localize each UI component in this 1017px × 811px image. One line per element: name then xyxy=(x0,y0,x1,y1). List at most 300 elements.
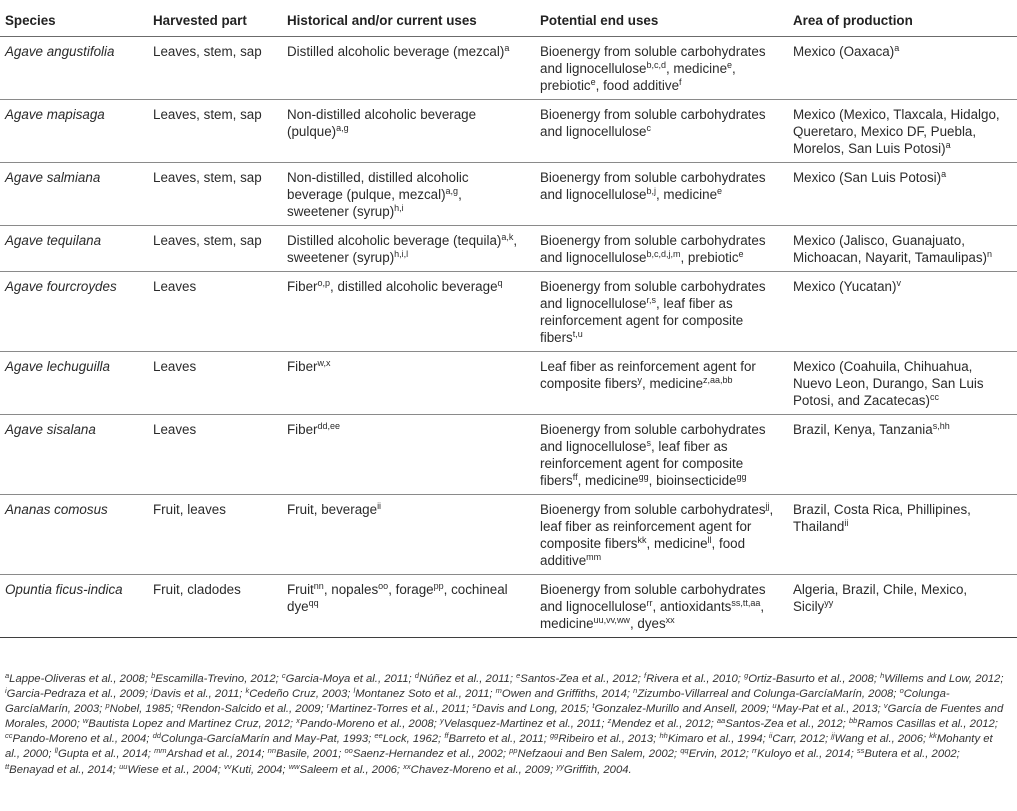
footnote-citation: Escamilla-Trevino, 2012; xyxy=(155,673,282,685)
cell-text: , food additive xyxy=(540,536,746,568)
superscript-reference: c xyxy=(646,123,651,133)
footnote-citation: Saenz-Hernandez et al., 2002; xyxy=(352,748,510,761)
superscript-reference: y xyxy=(637,375,642,385)
cell-potential-end-uses xyxy=(535,163,788,226)
footnote-item xyxy=(288,761,404,776)
cell-text: Bioenergy from soluble carbohydrates xyxy=(540,502,766,517)
footnote-citation: Griffith, 2004. xyxy=(563,763,632,776)
superscript-reference: b,c,d xyxy=(646,60,666,70)
footnote-item xyxy=(880,673,1003,685)
footnote-key: ww xyxy=(288,761,300,771)
cell-historical-uses xyxy=(282,37,535,100)
superscript-reference: q xyxy=(497,278,503,288)
cell-text: , dyes xyxy=(629,616,666,631)
cell-potential-end-uses xyxy=(535,37,788,100)
footnote-citation: Basile, 2001; xyxy=(276,748,345,761)
superscript-reference: a,g xyxy=(445,186,459,196)
footnote-item xyxy=(516,671,647,685)
superscript-reference: o,p xyxy=(317,278,331,288)
cell-text: , distilled alcoholic beverage xyxy=(330,279,498,294)
footnote-key: v xyxy=(883,701,888,711)
cell-text: Fiber xyxy=(287,422,318,437)
footnote-item xyxy=(592,703,772,715)
footnote-citation: Saleem et al., 2006; xyxy=(299,763,404,776)
footnote-key: xx xyxy=(403,761,411,771)
footnote-citation: Willems and Low, 2012; xyxy=(884,673,1004,685)
superscript-reference: a,k xyxy=(501,232,514,242)
footnote-key: e xyxy=(516,671,521,680)
superscript-reference: ii xyxy=(377,501,382,511)
superscript-reference: uu,vv,ww xyxy=(593,615,630,625)
footnote-key: h xyxy=(880,671,885,680)
superscript-reference: z,aa,bb xyxy=(703,375,733,385)
cell-text: , leaf fiber as reinforcement agent for composite fibers xyxy=(540,502,774,551)
cell-text: Bioenergy from soluble carbohydrates and lignocellulose xyxy=(540,422,766,454)
superscript-reference: gg xyxy=(736,472,747,482)
footnote-citation: Garcia-Moya et al., 2011; xyxy=(285,673,415,685)
cell-area-of-production xyxy=(788,226,1017,272)
superscript-reference: dd,ee xyxy=(317,421,341,431)
footnote-item xyxy=(769,733,831,745)
cell-text: , sweetener (syrup) xyxy=(287,233,518,265)
table-row xyxy=(0,352,1017,415)
cell-historical-uses xyxy=(282,415,535,495)
footnote-item xyxy=(403,761,557,776)
footnote-key: z xyxy=(607,716,612,726)
superscript-reference: w,x xyxy=(317,358,331,368)
footnote-key: dd xyxy=(152,731,161,741)
superscript-reference: e xyxy=(738,249,744,259)
footnote-item xyxy=(772,703,884,715)
footnote-item xyxy=(83,718,296,730)
superscript-reference: ff xyxy=(572,472,578,482)
cell-text: , prebiotic xyxy=(540,61,736,93)
footnote-key: b xyxy=(151,671,156,680)
superscript-reference: e xyxy=(590,77,596,87)
footnote-citation: Kimaro et al., 1994; xyxy=(667,733,769,746)
footnote-key: oo xyxy=(344,746,353,756)
footnote-citation: Nefzaoui and Ben Salem, 2002; xyxy=(517,748,681,761)
superscript-reference: b,j xyxy=(646,186,656,196)
footnote-citation: Martinez-Torres et al., 2011; xyxy=(329,703,473,716)
footnote-item xyxy=(55,748,154,760)
footnote-item xyxy=(327,703,473,715)
cell-species: Agave angustifolia xyxy=(0,37,148,100)
superscript-reference: a xyxy=(945,140,951,150)
cell-historical-uses xyxy=(282,100,535,163)
superscript-reference: mm xyxy=(586,552,602,562)
header-historical-uses: Historical and/or current uses xyxy=(282,0,535,37)
footnote-item xyxy=(374,733,444,745)
superscript-reference: ss,tt,aa xyxy=(731,598,761,608)
superscript-reference: yy xyxy=(824,598,834,608)
footnote-key: y xyxy=(439,716,444,726)
superscript-reference: cc xyxy=(929,392,939,402)
cell-text: Non-distilled alcoholic beverage (pulque) xyxy=(287,107,477,139)
cell-text: Bioenergy from soluble carbohydrates and lignocellulose xyxy=(540,233,766,265)
footnote-key: hh xyxy=(659,731,668,741)
footnote-item xyxy=(5,761,120,776)
footnote-key: s xyxy=(472,701,477,711)
footnote-citation: Velasquez-Martinez et al., 2011; xyxy=(443,718,608,731)
footnote-key: pp xyxy=(509,746,518,756)
cell-area-of-production xyxy=(788,415,1017,495)
footnote-item xyxy=(354,688,496,700)
footnote-key: bb xyxy=(848,716,858,726)
table-row xyxy=(0,37,1017,100)
footnote-key: aa xyxy=(716,716,726,726)
table-row xyxy=(0,575,1017,638)
footnote-key: d xyxy=(414,671,419,680)
superscript-reference: a xyxy=(504,43,510,53)
footnote-citation: Ramos Casillas et al., 2012; xyxy=(857,718,998,731)
footnote-item xyxy=(849,718,998,730)
footnote-item xyxy=(644,673,744,685)
footnote-key: u xyxy=(772,701,777,711)
cell-area-of-production xyxy=(788,575,1017,638)
footnote-key: f xyxy=(644,671,647,680)
footnote-key: qq xyxy=(680,746,689,756)
footnote-key: a xyxy=(5,671,10,680)
cell-potential-end-uses xyxy=(535,100,788,163)
superscript-reference: xx xyxy=(665,615,675,625)
footnote-item xyxy=(177,703,327,715)
cell-historical-uses xyxy=(282,575,535,638)
cell-text: , medicine xyxy=(540,599,765,631)
cell-text: , leaf fiber as reinforcement agent for composite fibers xyxy=(540,439,744,488)
cell-harvested-part: Fruit, leaves xyxy=(148,495,282,575)
footnote-citation: Bautista Lopez and Martinez Cruz, 2012; xyxy=(88,718,297,731)
superscript-reference: pp xyxy=(433,581,444,591)
footnote-item xyxy=(151,688,245,700)
cell-text: Mexico (Coahuila, Chihuahua, Nuevo Leon, Durango, San Luis Potosi, and Zacatecas) xyxy=(793,359,984,408)
cell-species: Agave sisalana xyxy=(0,415,148,495)
cell-text: , medicine xyxy=(655,187,718,202)
cell-species: Ananas comosus xyxy=(0,495,148,575)
cell-species: Agave fourcroydes xyxy=(0,272,148,352)
cell-harvested-part: Leaves xyxy=(148,272,282,352)
table-row xyxy=(0,163,1017,226)
cell-text: Bioenergy from soluble carbohydrates and lignocellulose xyxy=(540,107,766,139)
cell-text: , medicine xyxy=(642,376,704,391)
cell-potential-end-uses xyxy=(535,575,788,638)
footnote-key: k xyxy=(245,686,250,696)
table-row xyxy=(0,100,1017,163)
superscript-reference: e xyxy=(717,186,723,196)
cell-text: Fiber xyxy=(287,279,318,294)
footnote-key: ll xyxy=(54,746,58,756)
cell-text: Non-distilled, distilled alcoholic beverage (pulque, mezcal) xyxy=(287,170,469,202)
table-row xyxy=(0,415,1017,495)
footnote-key: p xyxy=(105,701,110,711)
footnote-key: uu xyxy=(119,761,128,771)
footnote-key: r xyxy=(326,701,330,711)
cell-text: Brazil, Kenya, Tanzania xyxy=(793,422,933,437)
cell-text: Fiber xyxy=(287,359,318,374)
cell-potential-end-uses xyxy=(535,272,788,352)
cell-text: , medicine xyxy=(577,473,639,488)
footnote-citation: Owen and Griffiths, 2014; xyxy=(501,688,634,701)
cell-text: Algeria, Brazil, Chile, Mexico, Sicily xyxy=(793,582,968,614)
superscript-reference: qq xyxy=(308,598,319,608)
footnote-key: o xyxy=(899,686,904,696)
cell-harvested-part: Leaves, stem, sap xyxy=(148,100,282,163)
footnote-citation: Mendez et al., 2012; xyxy=(611,718,717,731)
footnote-citation: Ribeiro et al., 2013; xyxy=(558,733,660,746)
cell-potential-end-uses xyxy=(535,352,788,415)
footnote-citation: Colunga-GarcíaMarín and May-Pat, 1993; xyxy=(160,733,375,746)
footnote-citation: Lappe-Oliveras et al., 2008; xyxy=(9,673,152,685)
cell-text: , food additive xyxy=(595,78,680,93)
footnote-key: nn xyxy=(267,746,277,756)
cell-text: Mexico (San Luis Potosi) xyxy=(793,170,942,185)
cell-potential-end-uses xyxy=(535,415,788,495)
footnote-key: yy xyxy=(556,761,564,771)
table-row xyxy=(0,272,1017,352)
footnote-key: i xyxy=(5,686,7,696)
cell-harvested-part: Fruit, cladodes xyxy=(148,575,282,638)
cell-historical-uses xyxy=(282,495,535,575)
footnote-key: vv xyxy=(224,761,232,771)
superscript-reference: oo xyxy=(378,581,389,591)
cell-text: Distilled alcoholic beverage (tequila) xyxy=(287,233,502,248)
footnote-item xyxy=(659,733,768,745)
footnote-citation: Chavez-Moreno et al., 2009; xyxy=(410,763,557,776)
footnote-item xyxy=(717,718,849,730)
cell-text: , sweetener (syrup) xyxy=(287,187,462,219)
table-header-row xyxy=(0,0,1017,37)
table-row xyxy=(0,226,1017,272)
footnote-citation: García de Fuentes and Morales, 2000; xyxy=(5,703,1004,731)
superscript-reference: a xyxy=(941,169,947,179)
cell-text: , antioxidants xyxy=(652,599,732,614)
footnote-citation: Garcia-Pedraza et al., 2009; xyxy=(6,688,152,701)
cell-historical-uses xyxy=(282,226,535,272)
footnote-item xyxy=(608,718,717,730)
footnote-key: rr xyxy=(752,746,757,756)
footnote-key: j xyxy=(151,686,153,696)
cell-text: Bioenergy from soluble carbohydrates and lignocellulose xyxy=(540,279,766,311)
cell-text: Mexico (Yucatan) xyxy=(793,279,897,294)
footnote-item xyxy=(556,761,632,776)
footnote-citation: Benayad et al., 2014; xyxy=(9,763,120,776)
superscript-reference: r,s xyxy=(646,295,656,305)
cell-text: Fruit xyxy=(287,582,314,597)
table-footnotes xyxy=(5,672,1010,778)
cell-text: , leaf fiber as reinforcement agent for composite fibers xyxy=(540,296,744,345)
footnote-key: kk xyxy=(929,731,937,741)
footnote-item xyxy=(151,673,282,685)
cell-harvested-part: Leaves, stem, sap xyxy=(148,37,282,100)
footnote-citation: Wang et al., 2006; xyxy=(834,733,930,746)
superscript-reference: rr xyxy=(646,598,653,608)
superscript-reference: gg xyxy=(638,472,649,482)
footnote-item xyxy=(472,701,595,716)
cell-text: Brazil, Costa Rica, Phillipines, Thailand xyxy=(793,502,971,534)
footnote-item xyxy=(105,703,176,715)
footnote-citation: Mohanty et al., 2000; xyxy=(5,733,993,761)
footnote-citation: Davis and Long, 2015; xyxy=(476,703,593,716)
footnote-item xyxy=(496,688,634,700)
cell-species: Agave mapisaga xyxy=(0,100,148,163)
footnote-item xyxy=(752,748,857,760)
footnote-key: q xyxy=(176,701,182,711)
cell-text: Bioenergy from soluble carbohydrates and lignocellulose xyxy=(540,44,766,76)
footnote-citation: Kuloyo et al., 2014; xyxy=(757,748,857,761)
footnote-citation: Arshad et al., 2014; xyxy=(166,748,268,761)
cell-area-of-production xyxy=(788,37,1017,100)
header-species: Species xyxy=(0,0,148,37)
footnote-citation: Pando-Moreno et al., 2008; xyxy=(299,718,440,731)
cell-text: Bioenergy from soluble carbohydrates and lignocellulose xyxy=(540,582,766,614)
footnote-item xyxy=(344,748,509,760)
cell-text: Fruit, beverage xyxy=(287,502,378,517)
footnote-citation: Núñez et al., 2011; xyxy=(418,673,517,685)
footnote-item xyxy=(415,673,516,685)
footnote-item xyxy=(5,733,153,745)
cell-text: Leaf fiber as reinforcement agent for composite fibers xyxy=(540,359,756,391)
superscript-reference: ii xyxy=(844,518,849,528)
cell-harvested-part: Leaves xyxy=(148,415,282,495)
cell-text: Distilled alcoholic beverage (mezcal) xyxy=(287,44,505,59)
footnote-citation: Santos-Zea et al., 2012; xyxy=(725,718,849,731)
footnote-key: l xyxy=(353,686,356,696)
footnote-item xyxy=(153,733,375,745)
footnote-key: t xyxy=(592,701,595,711)
superscript-reference: a xyxy=(894,43,900,53)
footnote-item xyxy=(268,748,345,760)
footnote-key: x xyxy=(296,716,300,726)
footnote-key: g xyxy=(744,671,749,680)
footnote-key: c xyxy=(281,671,286,680)
footnote-key: mm xyxy=(154,746,167,756)
superscript-reference: s,hh xyxy=(932,421,950,431)
footnote-item xyxy=(440,718,608,730)
footnote-key: ee xyxy=(374,731,383,741)
footnote-citation: Colunga-GarcíaMarín, 2003; xyxy=(5,688,950,716)
footnote-citation: Montanez Soto et al., 2011; xyxy=(355,688,496,701)
table-row xyxy=(0,495,1017,575)
cell-historical-uses xyxy=(282,163,535,226)
cell-text: , bioinsecticide xyxy=(648,473,737,488)
footnote-key: ff xyxy=(444,731,449,741)
footnote-citation: Santos-Zea et al., 2012; xyxy=(520,673,644,685)
superscript-reference: h,i,l xyxy=(394,249,409,259)
footnote-citation: Wiese et al., 2004; xyxy=(127,763,225,776)
table-body xyxy=(0,37,1017,638)
footnote-key: ii xyxy=(768,731,773,741)
footnote-item xyxy=(5,673,151,685)
cell-species: Opuntia ficus-indica xyxy=(0,575,148,638)
footnote-item xyxy=(246,688,354,700)
cell-area-of-production xyxy=(788,352,1017,415)
footnote-item xyxy=(119,761,225,776)
footnote-citation: Gonzalez-Murillo and Ansell, 2009; xyxy=(594,703,773,716)
footnote-item xyxy=(296,718,440,730)
footnote-item xyxy=(550,733,659,745)
cell-harvested-part: Leaves, stem, sap xyxy=(148,163,282,226)
footnote-citation: Ervin, 2012; xyxy=(688,748,752,761)
cell-area-of-production xyxy=(788,100,1017,163)
cell-text: , nopales xyxy=(323,582,379,597)
footnote-key: tt xyxy=(5,761,10,771)
cell-text: , cochineal dye xyxy=(287,582,508,614)
footnote-key: w xyxy=(82,716,89,726)
footnote-citation: May-Pat et al., 2013; xyxy=(776,703,884,716)
cell-species: Agave salmiana xyxy=(0,163,148,226)
footnote-citation: Nobel, 1985; xyxy=(109,703,177,716)
footnote-citation: Gupta et al., 2014; xyxy=(57,748,155,761)
superscript-reference: t,u xyxy=(572,329,583,339)
footnote-citation: Rendon-Salcido et al., 2009; xyxy=(181,703,327,716)
superscript-reference: a,g xyxy=(336,123,349,133)
footnote-citation: Barreto et al., 2011; xyxy=(448,733,551,746)
superscript-reference: v xyxy=(896,278,901,288)
cell-area-of-production xyxy=(788,495,1017,575)
superscript-reference: n xyxy=(987,249,993,259)
cell-harvested-part: Leaves, stem, sap xyxy=(148,226,282,272)
superscript-reference: h,i xyxy=(394,203,404,213)
footnote-item xyxy=(633,688,899,700)
superscript-reference: kk xyxy=(637,535,647,545)
cell-potential-end-uses xyxy=(535,495,788,575)
cell-text: , prebiotic xyxy=(680,250,739,265)
header-harvested-part: Harvested part xyxy=(148,0,282,37)
footnote-citation: Cedeño Cruz, 2003; xyxy=(249,688,354,701)
footnote-item xyxy=(744,673,880,685)
cell-area-of-production xyxy=(788,163,1017,226)
footnote-item xyxy=(509,748,680,760)
cell-text: , forage xyxy=(388,582,434,597)
cell-text: Bioenergy from soluble carbohydrates and lignocellulose xyxy=(540,170,766,202)
footnote-citation: Pando-Moreno et al., 2004; xyxy=(12,733,153,746)
footnote-key: cc xyxy=(5,731,13,741)
footnote-key: m xyxy=(495,686,502,696)
footnote-citation: Kuti, 2004; xyxy=(231,763,289,776)
superscript-reference: b,c,d,j,m xyxy=(646,249,681,259)
footnote-citation: Lock, 1962; xyxy=(382,733,445,746)
footnote-key: jj xyxy=(831,731,835,741)
footnote-citation: Butera et al., 2002; xyxy=(864,748,960,761)
footnote-item xyxy=(857,748,960,760)
footnote-item xyxy=(444,733,550,745)
footnote-item xyxy=(282,673,415,685)
footnote-key: ss xyxy=(856,746,865,756)
cell-species: Agave lechuguilla xyxy=(0,352,148,415)
cell-historical-uses xyxy=(282,352,535,415)
cell-species: Agave tequilana xyxy=(0,226,148,272)
cell-historical-uses xyxy=(282,272,535,352)
cell-harvested-part: Leaves xyxy=(148,352,282,415)
cell-text: , medicine xyxy=(646,536,708,551)
superscript-reference: s xyxy=(646,438,651,448)
cell-area-of-production xyxy=(788,272,1017,352)
superscript-reference: jj xyxy=(765,501,770,511)
superscript-reference: e xyxy=(727,60,733,70)
superscript-reference: f xyxy=(679,77,682,87)
footnote-item xyxy=(224,761,289,776)
header-potential-end-uses: Potential end uses xyxy=(535,0,788,37)
cell-text: Mexico (Jalisco, Guanajuato, Michoacan, Nayarit, Tamaulipas) xyxy=(793,233,987,265)
footnote-key: gg xyxy=(550,731,559,741)
cell-text: Mexico (Oaxaca) xyxy=(793,44,895,59)
cell-text: Mexico (Mexico, Tlaxcala, Hidalgo, Queretaro, Mexico DF, Puebla, Morelos, San Luis Potosi) xyxy=(793,107,1000,156)
footnote-citation: Zizumbo-Villarreal and Colunga-GarcíaMarín, 2008; xyxy=(637,688,900,701)
footnote-citation: Ortiz-Basurto et al., 2008; xyxy=(748,673,881,685)
footnote-citation: Carr, 2012; xyxy=(772,733,832,746)
footnote-item xyxy=(680,748,752,760)
footnote-item xyxy=(154,748,268,760)
